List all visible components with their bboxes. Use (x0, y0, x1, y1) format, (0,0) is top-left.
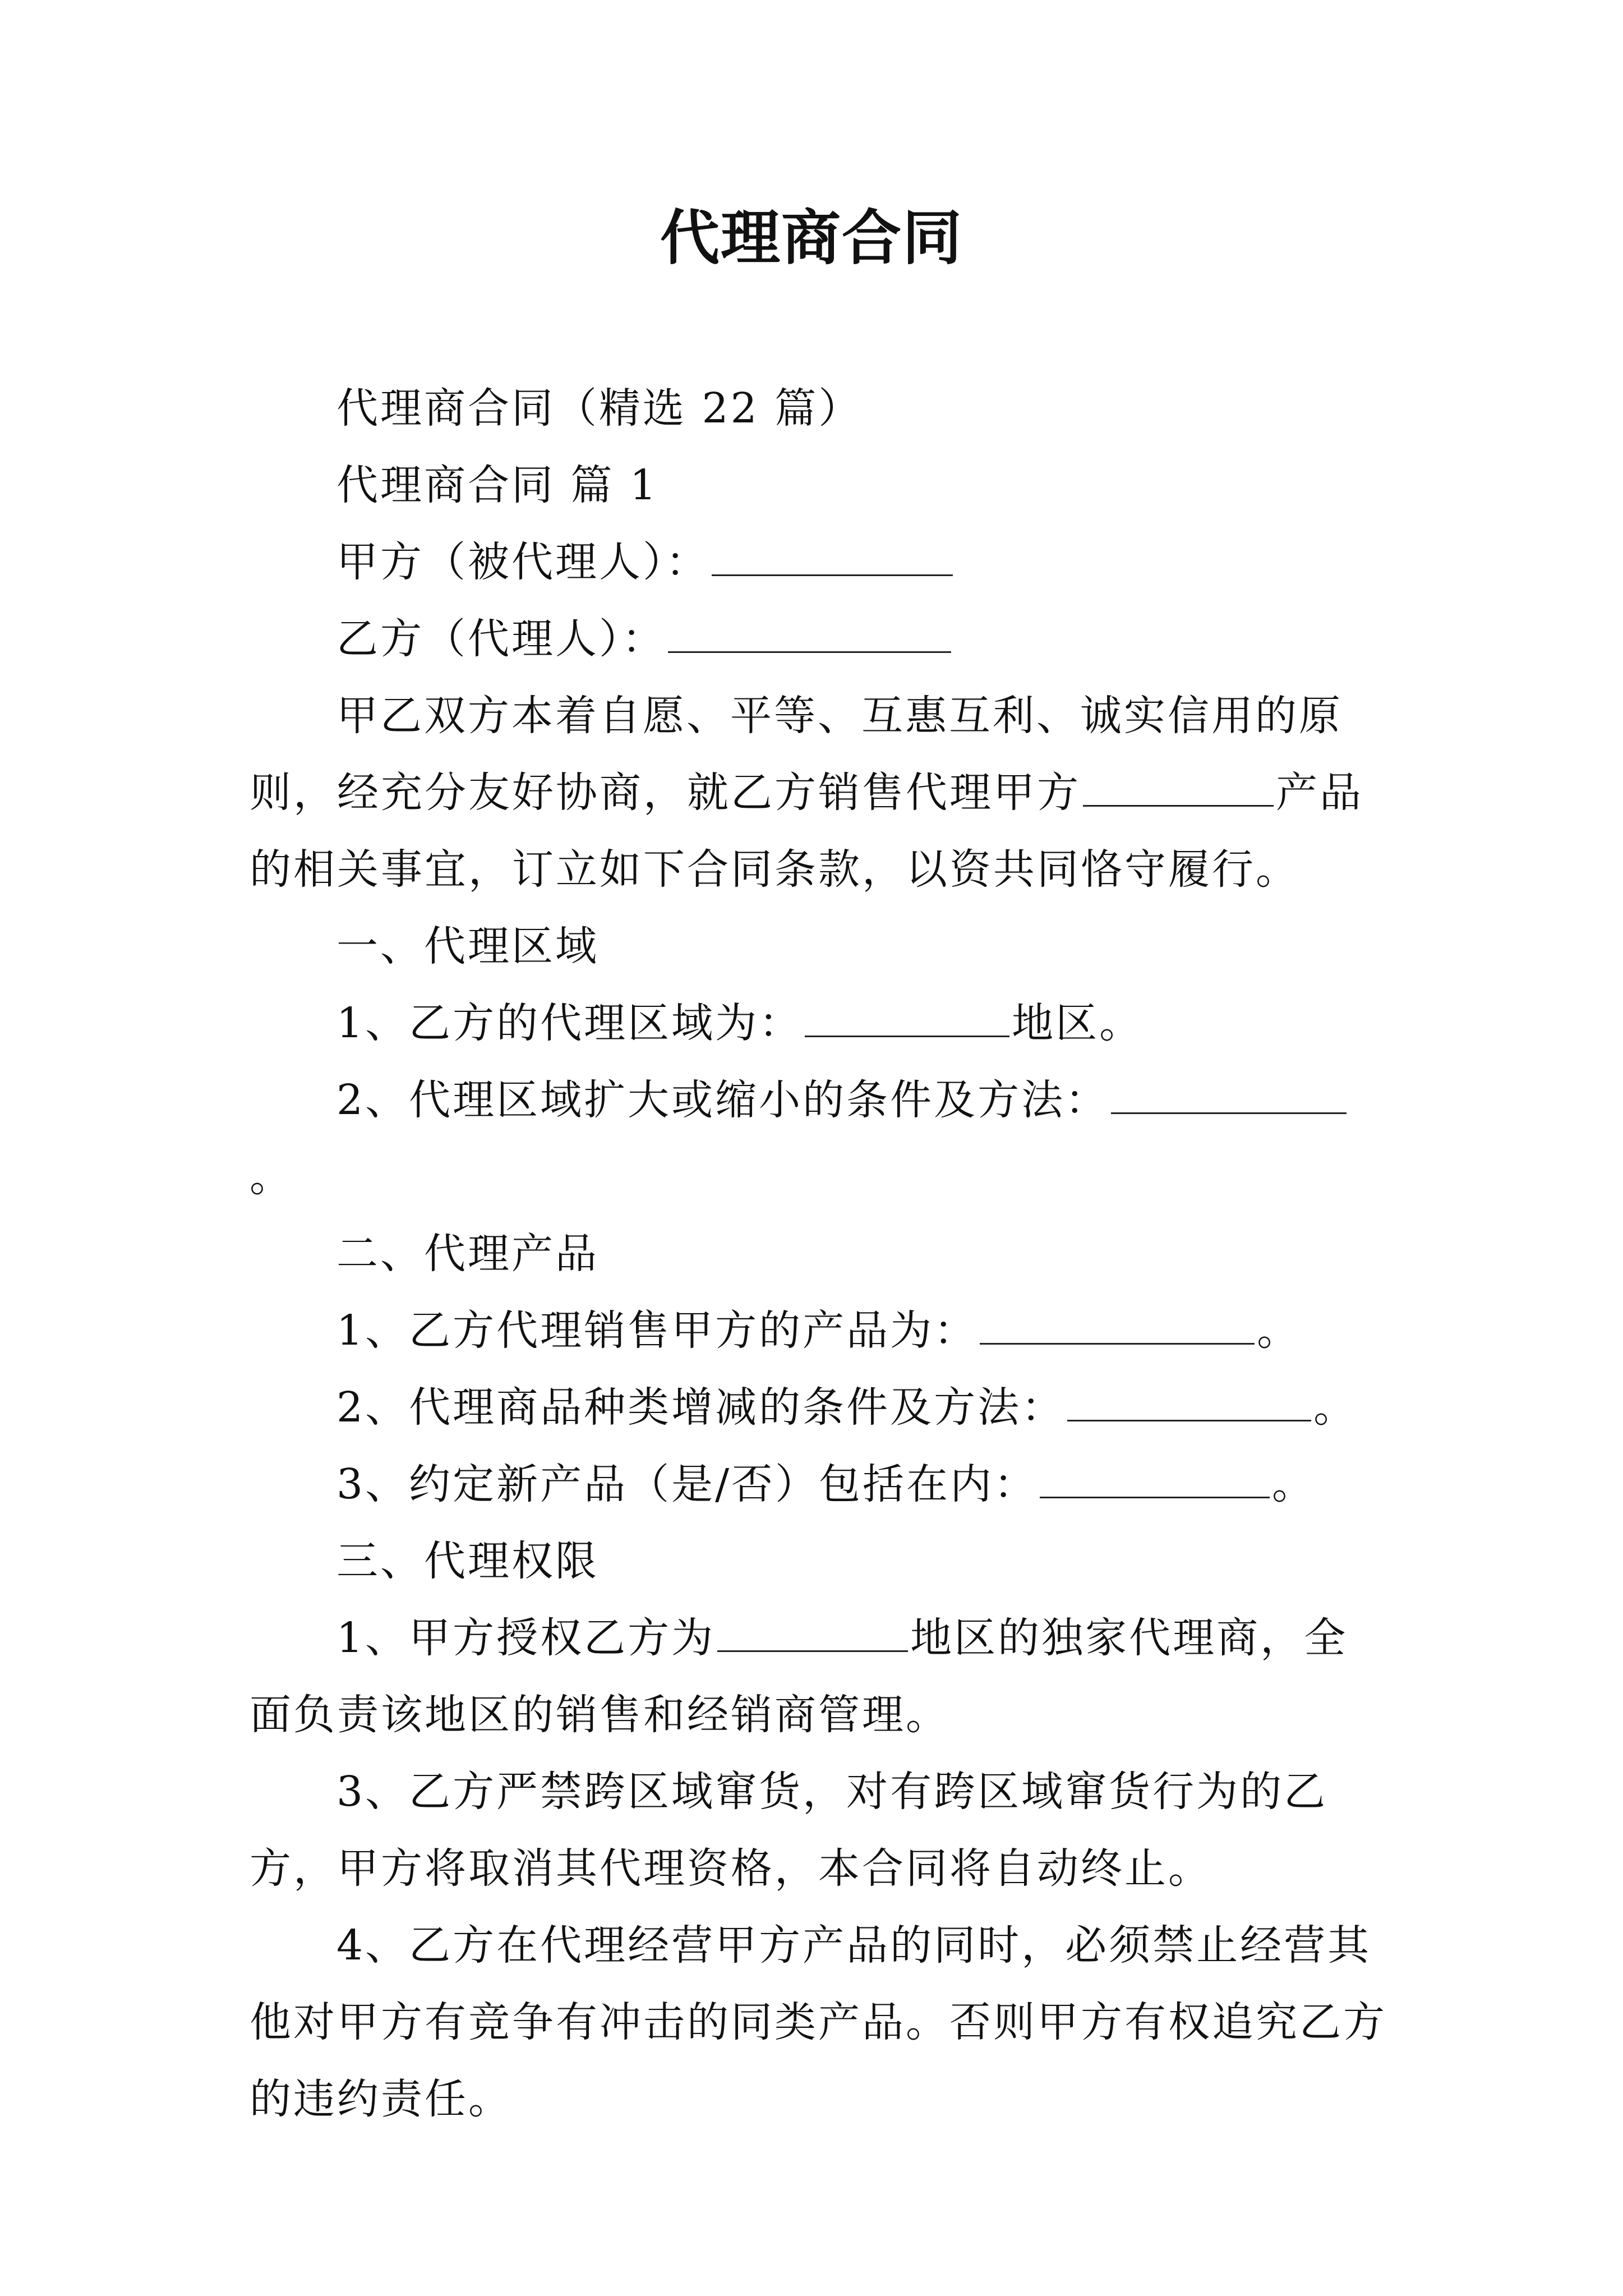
item-3-3: 3、乙方严禁跨区域窜货，对有跨区域窜货行为的乙方，甲方将取消其代理资格，本合同将自动终止。 (250, 1768, 1328, 1893)
item-2-1-after: 。 (1257, 1306, 1301, 1355)
item-2-3 (250, 1446, 1388, 1523)
products-blank (980, 1308, 1255, 1345)
intro-paragraph (250, 678, 1388, 908)
item-1-2-before: 2、代理区域扩大或缩小的条件及方法： (336, 1076, 1109, 1124)
product-blank (1083, 770, 1274, 807)
item-3-1 (250, 1600, 1388, 1754)
item-1-2-after: 。 (250, 1153, 293, 1201)
region-blank (805, 1001, 1009, 1037)
section-label: 代理商合同 篇 1 (336, 461, 659, 509)
party-b-blank (668, 616, 951, 653)
item-1-2 (250, 1062, 1388, 1216)
document-body (250, 370, 1388, 2138)
item-2-1 (250, 1292, 1388, 1369)
item-3-1-after: 地区的独家代理商，全面负责该地区的销售和经销商管理。 (250, 1614, 1348, 1739)
heading-agency-products: 二、代理产品 (336, 1230, 599, 1278)
item-1-1-after: 地区。 (1012, 999, 1144, 1047)
product-change-blank (1067, 1385, 1311, 1421)
intro-text-after: 产品的相关事宜，订立如下合同条款，以资共同恪守履行。 (250, 769, 1363, 894)
region-change-blank (1111, 1078, 1347, 1114)
heading-agency-region: 一、代理区域 (336, 922, 599, 970)
item-2-2 (250, 1369, 1388, 1446)
intro-text-before: 甲乙双方本着自愿、平等、互惠互利、诚实信用的原则，经充分友好协商，就乙方销售代理甲方 (250, 692, 1343, 817)
party-b-line (250, 601, 1388, 678)
item-2-2-before: 2、代理商品种类增减的条件及方法： (336, 1383, 1066, 1432)
party-a-blank (712, 540, 953, 576)
new-product-blank (1040, 1462, 1270, 1498)
item-2-3-after: 。 (1272, 1460, 1316, 1508)
subtitle: 代理商合同（精选 22 篇） (336, 384, 863, 432)
item-3-4: 4、乙方在代理经营甲方产品的同时，必须禁止经营其他对甲方有竞争有冲击的同类产品。否则甲方有权追究乙方的违约责任。 (250, 1921, 1387, 2123)
party-a-label: 甲方（被代理人）： (336, 538, 709, 586)
item-1-1-before: 1、乙方的代理区域为： (336, 999, 803, 1047)
item-2-1-before: 1、乙方代理销售甲方的产品为： (336, 1306, 978, 1355)
document-title: 代理商合同 (660, 204, 963, 273)
item-2-3-before: 3、约定新产品（是/否）包括在内： (336, 1460, 1038, 1508)
item-2-2-after: 。 (1313, 1383, 1358, 1432)
heading-agency-authority: 三、代理权限 (336, 1537, 599, 1585)
item-1-1 (250, 985, 1388, 1062)
party-a-line (250, 524, 1388, 601)
exclusive-region-blank (717, 1616, 908, 1652)
party-b-label: 乙方（代理人）： (336, 615, 666, 663)
item-3-1-before: 1、甲方授权乙方为 (336, 1614, 716, 1662)
